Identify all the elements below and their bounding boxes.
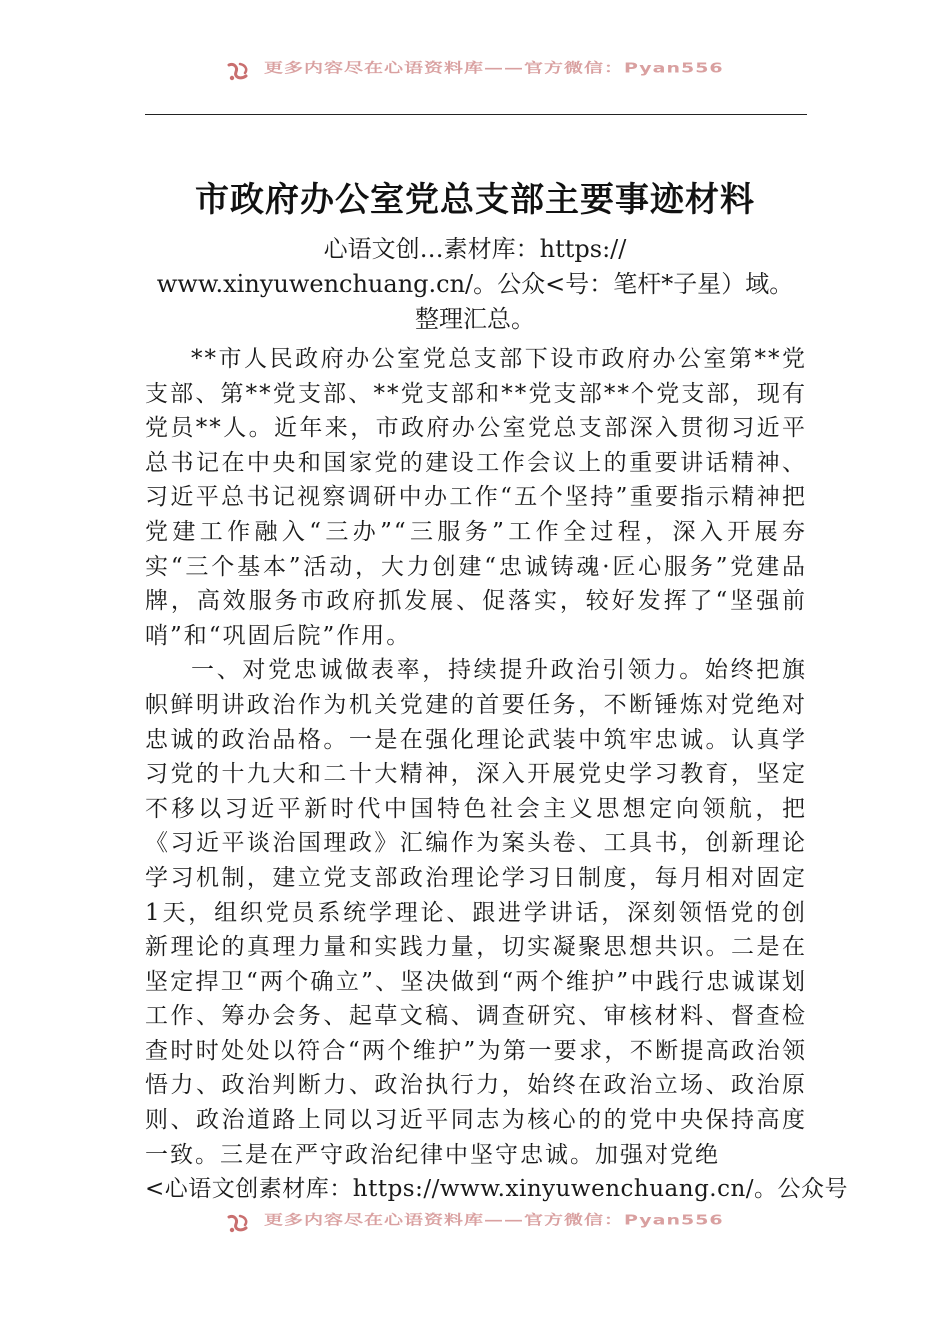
document-subtitle	[140, 232, 810, 337]
document-title: 市政府办公室党总支部主要事迹材料	[195, 180, 755, 220]
xinyu-logo-icon	[226, 1213, 252, 1235]
header-watermark-banner	[0, 58, 950, 84]
body-paragraph: 一、对党忠诚做表率，持续提升政治引领力。始终把旗帜鲜明讲政治作为机关党建的首要任务，不断锤炼对党绝对忠诚的政治品格。一是在强化理论武装中筑牢忠诚。认真学习党的十九大和二十大精神，深入开展党史学习教育，坚定不移以习近平新时代中国特色社会主义思想定向领航，把《习近平谈治国理政》汇编作为案头卷、工具书，创新理论学习机制，建立党支部政治理论学习日制度，每月相对固定1天，组织党员系统学理论、跟进学讲话，深刻领悟党的创新理论的真理力量和实践力量，切实凝聚思想共识。二是在坚定捍卫“两个确立”、坚决做到“两个维护”中践行忠诚谋划工作、筹办会务、起草文稿、调查研究、审核材料、督查检查时时处处以符合“两个维护”为第一要求，不断提高政治领悟力、政治判断力、政治执行力，始终在政治立场、政治原则、政治道路上同以习近平同志为核心的的党中央保持高度一致。三是在严守政治纪律中坚守忠诚。加强对党绝	[145, 657, 807, 1168]
header-rule	[145, 114, 807, 115]
body-tail-line: <心语文创素材库：https://www.xinyuwenchuang.cn/。公众号	[145, 1176, 849, 1203]
footer-watermark-text: 更多内容尽在心语资料库——官方微信：Pyan556	[263, 1211, 724, 1228]
subtitle-line: 整理汇总。	[415, 305, 535, 333]
body-paragraph: **市人民政府办公室党总支部下设市政府办公室第**党支部、第**党支部、**党支部和**党支部**个党支部，现有党员**人。近年来，市政府办公室党总支部深入贯彻习近平总书记在中央和国家党的建设工作会议上的重要讲话精神、习近平总书记视察调研中办工作“五个坚持”重要指示精神把党建工作融入“三办”“三服务”工作全过程，深入开展夯实“三个基本”活动，大力创建“忠诚铸魂·匠心服务”党建品牌，高效服务市政府抓发展、促落实，较好发挥了“坚强前哨”和“巩固后院”作用。	[145, 346, 807, 649]
header-watermark-text: 更多内容尽在心语资料库——官方微信：Pyan556	[263, 59, 724, 76]
subtitle-line: 心语文创…素材库：https://	[323, 235, 627, 263]
footer-watermark-banner	[0, 1210, 950, 1236]
subtitle-line: www.xinyuwenchuang.cn/。公众<号：笔杆*子星）域。	[156, 270, 794, 298]
document-body	[145, 342, 849, 1207]
xinyu-logo-icon	[226, 61, 252, 83]
